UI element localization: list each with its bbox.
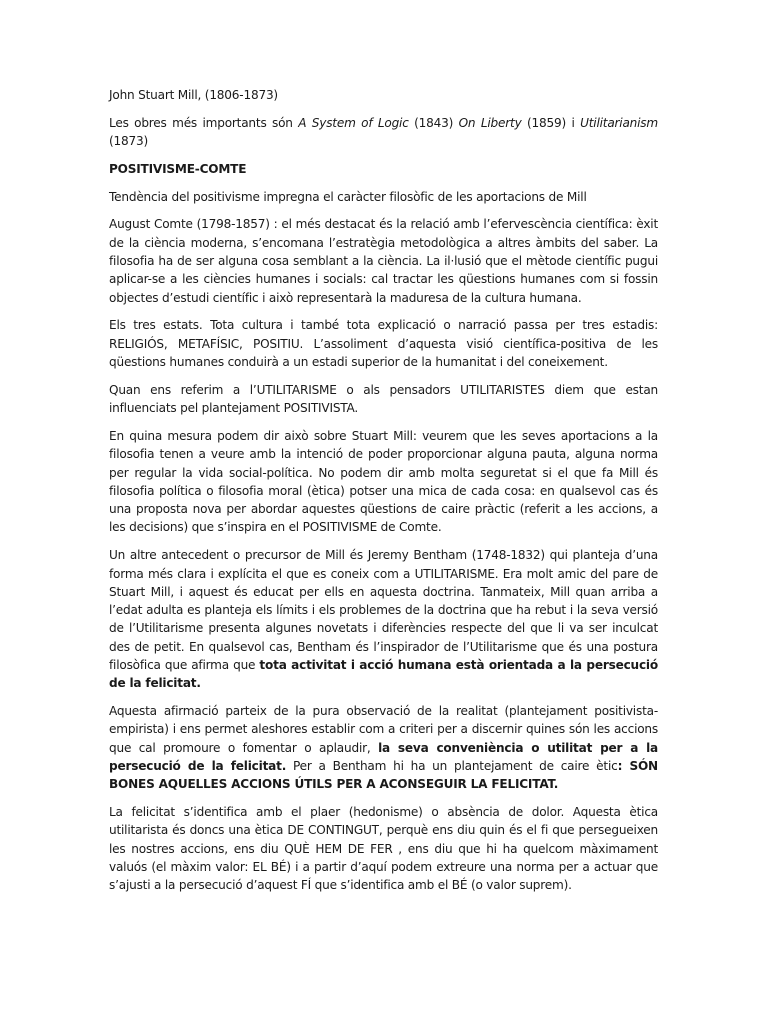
statement-paragraph [109,702,658,793]
utilitarianism-paragraph: Quan ens referim a l’UTILITARISME o als pensadors UTILITARISTES diem que estan influenciats pel plantejament POSITIVISTA. [109,382,658,416]
statement-bold-2: : SÓN BONES AQUELLES ACCIONS ÚTILS PER A ACONSEGUIR LA FELICITAT. [109,759,658,792]
measure-paragraph: En quina mesura podem dir això sobre Stuart Mill: veurem que les seves aportacions a la filosofia tenen a veure amb la intenció de poder proporcionar alguna pauta, alguna norma per regular la vida social-política. No podem dir amb molta seguretat si el que fa Mill és filosofia política o filosofia moral (ètica) potser una mica de cada cosa: en qualsevol cas és una proposta nova per abordar aquestes qüestions de caire pràctic (referit a les accions, a les decisions) que s’inspira en el POSITIVISME de Comte. [109,428,658,535]
work-on-liberty: On Liberty [458,115,522,130]
intro-paragraph: Tendència del positivisme impregna el caràcter filosòfic de les aportacions de Mill [109,189,587,204]
author-heading: John Stuart Mill, (1806-1873) [109,88,278,102]
works-paragraph [109,114,658,151]
section-title: POSITIVISME-COMTE [109,161,247,176]
happiness-paragraph: La felicitat s’identifica amb el plaer (hedonisme) o absència de dolor. Aquesta ètica utilitarista és doncs una ètica DE CONTINGUT, perquè ens diu quin és el fi que persegueixen les nostres accions, ens diu QUÈ HEM DE FER , ens diu que hi ha quelcom màximament valuós (el màxim valor: EL BÉ) i a partir d’aquí podem extreure una norma per a actuar que s’ajusti a la persecució d’aquest FÍ que s’identifica amb el BÉ (o valor suprem). [109,805,658,893]
works-prefix: Les obres més importants són [109,115,299,130]
bentham-bold-thesis: tota activitat i acció humana està orientada a la persecució de la felicitat. [109,658,658,691]
work-utilitarianism: Utilitarianism [580,115,658,130]
work-system-of-logic: A System of Logic [298,115,409,130]
work3-year: (1873) [109,134,149,149]
document-page [109,86,658,904]
three-states-paragraph: Els tres estats. Tota cultura i també tota explicació o narració passa per tres estadis: RELIGIÓS, METAFÍSIC, POSITIU. L’assoliment d’aquesta visió científica-positiva de les qüestions humanes conduirà a un estadi superior de la humanitat i del coneixement. [109,318,658,370]
statement-text-2: Per a Bentham hi ha un plantejament de caire ètic [286,759,618,773]
bentham-paragraph [109,546,658,692]
bentham-text: Un altre antecedent o precursor de Mill és Jeremy Bentham (1748-1832) qui planteja d’una forma més clara i explícita el que es coneix com a UTILITARISME. Era molt amic del pare de Stuart Mill, i aquest és educat per ells en aquesta doctrina. Tanmateix, Mill quan arriba a l’edat adulta es planteja els límits i els problemes de la doctrina que ha rebut i la seva versió de l’Utilitarisme presenta algunes novetats i diferències respecte del que li va ser inculcat des de petit. En qualsevol cas, Bentham és l’inspirador de l’Utilitarisme que és una postura filosòfica que afirma que [109,548,658,673]
statement-bold-1: la seva conveniència o utilitat per a la persecució de la felicitat. [109,740,659,773]
statement-text-1: Aquesta afirmació parteix de la pura observació de la realitat (plantejament positivista-empirista) i ens permet aleshores establir com a criteri per a discernir quines són les accions que cal promoure o fomentar o aplaudir, [109,704,658,755]
work2-year: (1859) i [521,115,581,130]
work1-year: (1843) [408,115,459,130]
comte-paragraph: August Comte (1798-1857) : el més destacat és la relació amb l’efervescència científica: èxit de la ciència moderna, s’encomana l’estratègia metodològica a altres àmbits del saber. La filosofia ha de ser alguna cosa semblant a la ciència. La il·lusió que el mètode científic pugui aplicar-se a les ciències humanes i socials: cal tractar les qüestions humanes com si fossin objectes d’estudi científic i això representarà la maduresa de la cultura humana. [109,217,658,305]
